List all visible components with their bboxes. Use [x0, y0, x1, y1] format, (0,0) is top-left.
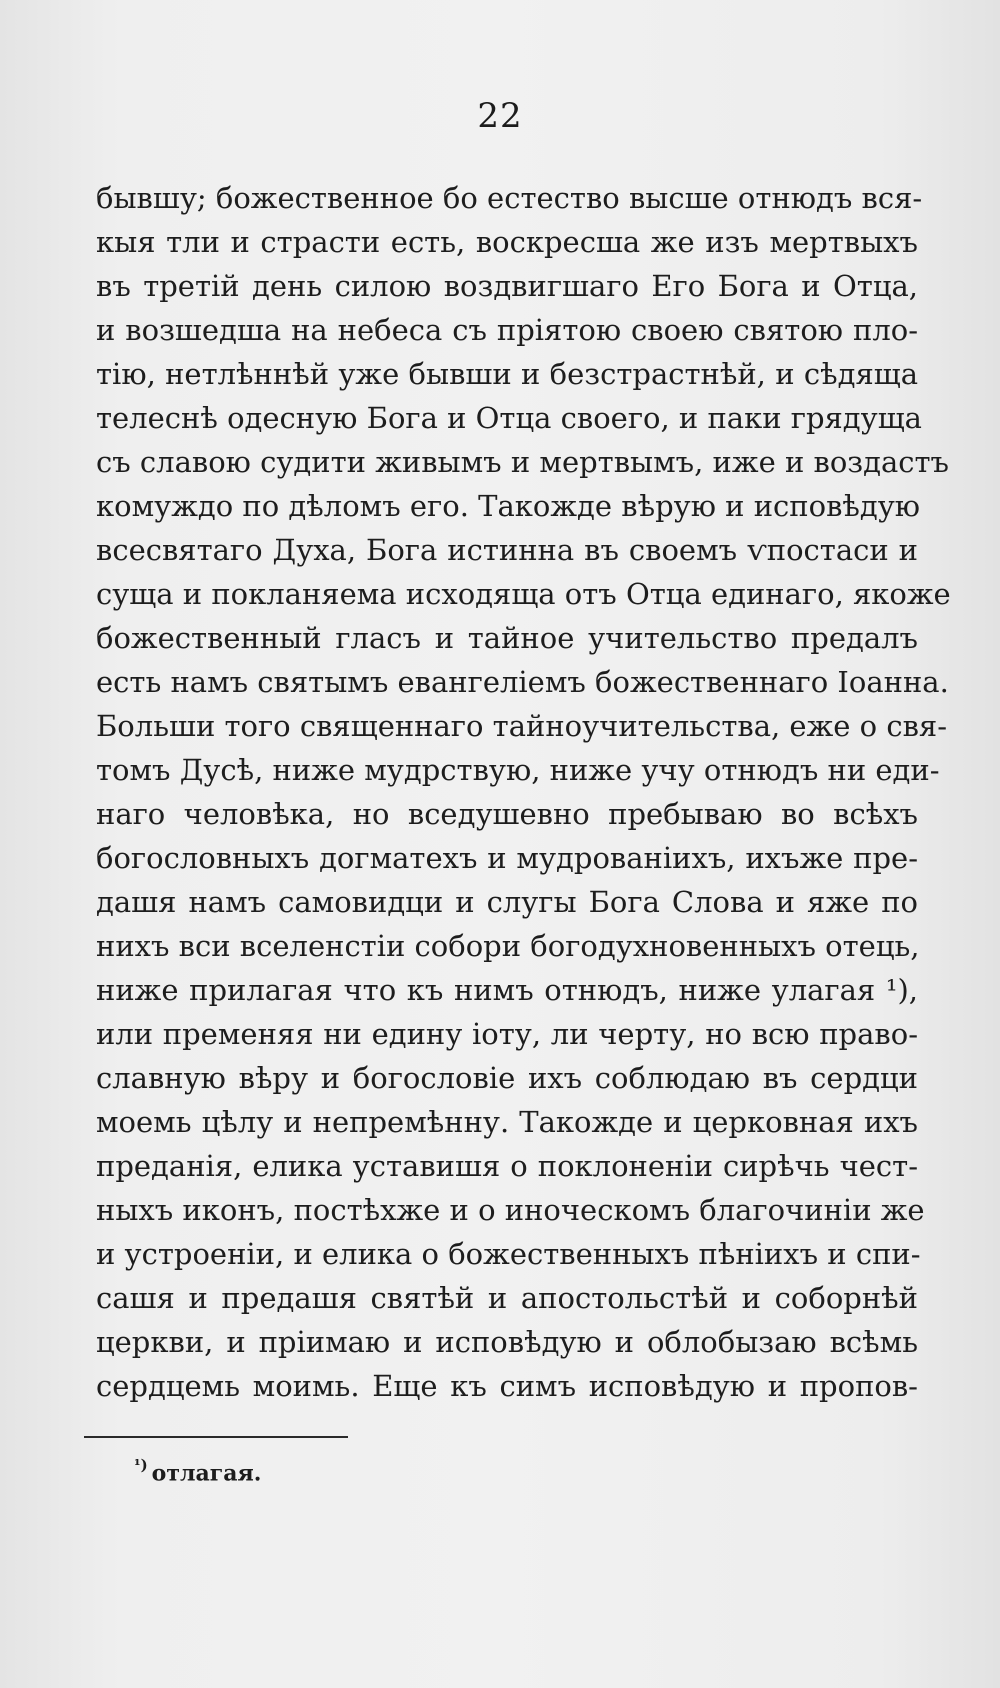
text-line: Больши того священнаго тайноучительства, еже о свя-	[96, 709, 947, 743]
body-text	[96, 176, 951, 1408]
text-line: тію, нетлѣннѣй уже бывши и безстрастнѣй, и сѣдяща	[96, 357, 918, 391]
text-line: преданія, елика уставишя о поклоненіи сирѣчь чест-	[96, 1149, 918, 1183]
text-line: томъ Дусѣ, ниже мудрствую, ниже учу отнюдъ ни еди-	[96, 753, 940, 787]
text-line: наго человѣка, но вседушевно пребываю во всѣхъ	[96, 797, 918, 831]
text-line: моемь цѣлу и непремѣнну. Такожде и церковная ихъ	[96, 1105, 918, 1139]
text-line: или пременяя ни едину іоту, ли черту, но всю право-	[96, 1017, 918, 1051]
text-line: божественный гласъ и тайное учительство предалъ	[96, 621, 918, 655]
footnote-marker: ¹)	[134, 1456, 148, 1474]
text-line: ныхъ иконъ, постѣхже и о иноческомъ благочиніи же	[96, 1193, 925, 1227]
text-line: богословныхъ догматехъ и мудрованіихъ, ихъже пре-	[96, 841, 918, 875]
footnote	[134, 1458, 261, 1486]
text-line: и устроеніи, и елика о божественныхъ пѣніихъ и спи-	[96, 1237, 921, 1271]
text-line: съ славою судити живымъ и мертвымъ, иже и воздастъ	[96, 445, 949, 479]
text-line: въ третій день силою воздвигшаго Его Бога и Отца,	[96, 269, 918, 303]
text-line: нихъ вси вселенстіи собори богодухновенныхъ отець,	[96, 929, 920, 963]
text-line: сердцемь моимь. Еще къ симъ исповѣдую и пропов-	[96, 1369, 918, 1403]
footnote-divider	[84, 1436, 348, 1438]
page-number: 22	[477, 96, 523, 136]
footnote-text: отлагая.	[151, 1460, 262, 1487]
text-line: суща и покланяема исходяща отъ Отца единаго, якоже	[96, 577, 951, 611]
text-line: бывшу; божественное бо естество высше отнюдъ вся-	[96, 181, 923, 215]
text-line: и возшедша на небеса съ пріятою своею святою пло-	[96, 313, 918, 347]
text-line: есть намъ святымъ евангеліемъ божественнаго Іоанна.	[96, 665, 949, 699]
text-line: ниже прилагая что къ нимъ отнюдъ, ниже улагая ¹),	[96, 973, 918, 1007]
text-line: всесвятаго Духа, Бога истинна въ своемъ ѵпостаси и	[96, 533, 918, 567]
text-line: дашя намъ самовидци и слугы Бога Слова и яже по	[96, 885, 918, 919]
text-line: телеснѣ одесную Бога и Отца своего, и паки грядуща	[96, 401, 922, 435]
text-line: славную вѣру и богословіе ихъ соблюдаю въ сердци	[96, 1061, 918, 1095]
text-line: кыя тли и страсти есть, воскресша же изъ мертвыхъ	[96, 225, 918, 259]
text-line: церкви, и пріимаю и исповѣдую и облобызаю всѣмь	[96, 1325, 918, 1359]
text-line: комуждо по дѣломъ его. Такожде вѣрую и исповѣдую	[96, 489, 921, 523]
text-line: сашя и предашя святѣй и апостольстѣй и соборнѣй	[96, 1281, 918, 1315]
